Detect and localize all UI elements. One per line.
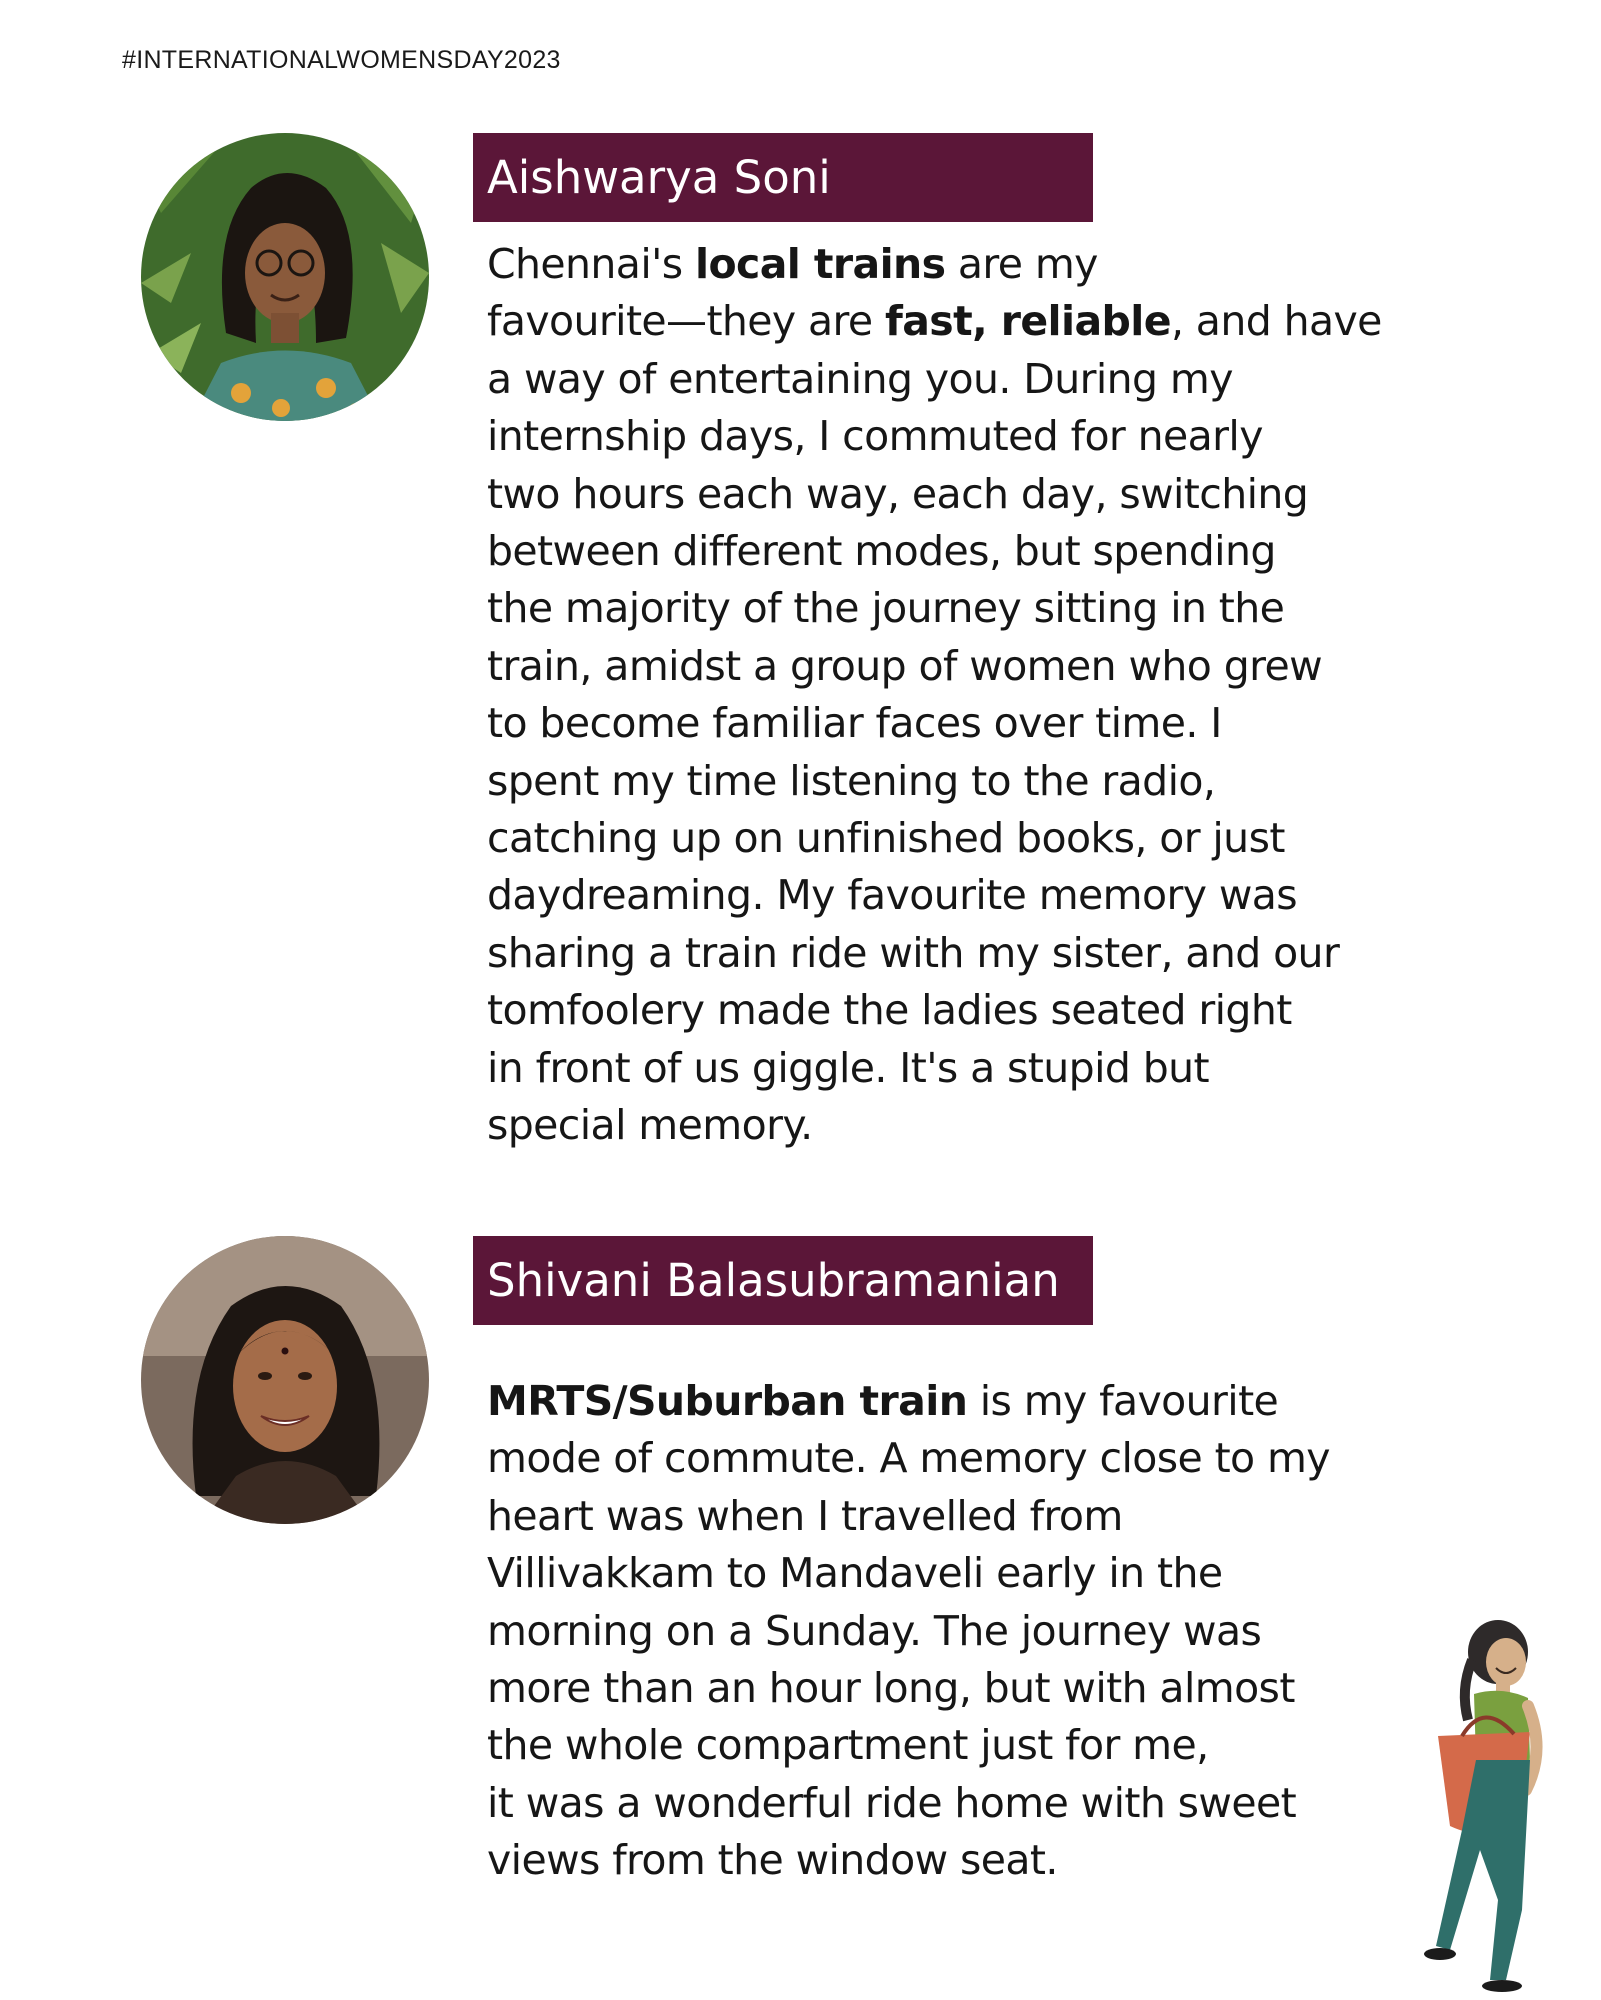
text-line <box>487 1430 1437 1487</box>
text-segment: sharing a train ride with my sister, and our <box>487 928 1340 977</box>
text-segment: morning on a Sunday. The journey was <box>487 1606 1262 1655</box>
text-segment: Villivakkam to Mandaveli early in the <box>487 1549 1223 1598</box>
text-segment: a way of entertaining you. During my <box>487 354 1233 403</box>
text-line <box>487 1040 1437 1097</box>
text-line <box>487 1775 1437 1832</box>
text-line <box>487 1488 1437 1545</box>
text-line <box>487 638 1437 695</box>
text-line <box>487 466 1437 523</box>
text-line <box>487 408 1437 465</box>
text-segment: mode of commute. A memory close to my <box>487 1434 1330 1483</box>
avatar-shivani-balasubramanian <box>141 1236 429 1524</box>
text-segment: the whole compartment just for me, <box>487 1721 1209 1770</box>
text-segment: between different modes, but spending <box>487 527 1276 576</box>
bold-phrase: local trains <box>695 240 946 288</box>
text-segment: train, amidst a group of women who grew <box>487 641 1323 690</box>
text-segment: are my <box>945 240 1098 288</box>
text-segment: to become familiar faces over time. I <box>487 699 1222 748</box>
text-segment: views from the window seat. <box>487 1836 1058 1885</box>
text-segment: favourite—they are <box>487 297 885 346</box>
text-segment: is my favourite <box>967 1377 1279 1425</box>
portrait-photo-icon <box>141 1236 429 1524</box>
text-segment: Chennai's <box>487 240 695 288</box>
text-segment: it was a wonderful ride home with sweet <box>487 1778 1297 1827</box>
text-segment: catching up on unfinished books, or just <box>487 814 1285 863</box>
profile-text-aishwarya-soni <box>487 236 1437 1155</box>
text-segment: in front of us giggle. It's a stupid but <box>487 1043 1210 1092</box>
woman-with-bag-illustration-icon <box>1410 1610 1560 2000</box>
text-segment: spent my time listening to the radio, <box>487 756 1216 805</box>
text-segment: heart was when I travelled from <box>487 1491 1123 1540</box>
text-line <box>487 1660 1437 1717</box>
text-line <box>487 982 1437 1039</box>
text-line <box>487 580 1437 637</box>
text-line <box>487 925 1437 982</box>
text-segment: internship days, I commuted for nearly <box>487 412 1263 461</box>
text-line <box>487 810 1437 867</box>
text-line <box>487 695 1437 752</box>
profile-name-aishwarya-soni: Aishwarya Soni <box>473 133 1093 222</box>
text-segment: the majority of the journey sitting in the <box>487 584 1285 633</box>
text-line <box>487 867 1437 924</box>
hashtag-header: #INTERNATIONALWOMENSDAY2023 <box>122 46 561 74</box>
text-line <box>487 1603 1437 1660</box>
text-segment: , and have <box>1170 297 1382 346</box>
text-line <box>487 753 1437 810</box>
profile-text-shivani-balasubramanian <box>487 1373 1437 1890</box>
avatar-aishwarya-soni <box>141 133 429 421</box>
text-line <box>487 1832 1437 1889</box>
text-line <box>487 351 1437 408</box>
bold-phrase: fast, reliable <box>884 297 1171 346</box>
text-segment: daydreaming. My favourite memory was <box>487 871 1298 920</box>
profile-name-shivani-balasubramanian: Shivani Balasubramanian <box>473 1236 1093 1325</box>
text-line <box>487 1373 1437 1430</box>
text-line <box>487 1097 1437 1154</box>
text-segment: special memory. <box>487 1101 813 1150</box>
text-line <box>487 236 1437 293</box>
portrait-photo-icon <box>141 133 429 421</box>
bold-phrase: MRTS/Suburban train <box>487 1377 968 1425</box>
text-segment: two hours each way, each day, switching <box>487 469 1309 518</box>
text-line <box>487 1545 1437 1602</box>
text-line <box>487 293 1437 350</box>
text-line <box>487 1717 1437 1774</box>
text-segment: tomfoolery made the ladies seated right <box>487 986 1292 1035</box>
text-segment: more than an hour long, but with almost <box>487 1664 1295 1713</box>
text-line <box>487 523 1437 580</box>
